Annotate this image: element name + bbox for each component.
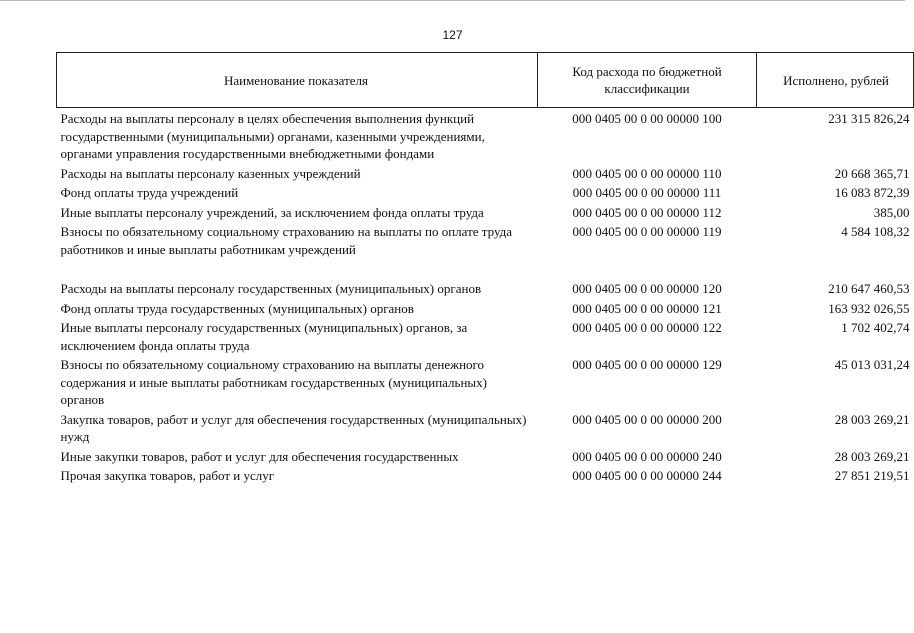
table-row [57, 221, 914, 278]
header-code: Код расхода по бюджетной классификации [538, 53, 757, 108]
row-amount: 210 647 460,53 [828, 281, 910, 296]
table-row [57, 446, 914, 466]
row-amount: 1 702 402,74 [841, 320, 910, 335]
row-amount: 163 932 026,55 [828, 300, 910, 316]
row-amount: 385,00 [873, 204, 910, 220]
row-name: Взносы по обязательному социальному страхованию на выплаты денежного содержания и иные выплаты работникам государственных (муниципальных) органов [60, 357, 487, 407]
top-rule [0, 0, 905, 1]
row-name: Иные выплаты персоналу государственных (муниципальных) органов, за исключением фонда оплаты труда [60, 320, 468, 353]
table-row [57, 354, 914, 409]
row-amount: 16 083 872,39 [834, 185, 910, 200]
table-row [57, 202, 914, 222]
row-code: 000 0405 00 0 00 00000 240 [572, 448, 722, 464]
row-code: 000 0405 00 0 00 00000 244 [572, 468, 722, 483]
row-code: 000 0405 00 0 00 00000 110 [572, 165, 722, 181]
table-row [57, 108, 914, 163]
row-name: Иные закупки товаров, работ и услуг для обеспечения государственных [60, 448, 459, 464]
table-header [57, 53, 914, 108]
row-name: Закупка товаров, работ и услуг для обеспечения государственных (муниципальных) нужд [60, 411, 527, 444]
header-row [57, 53, 914, 108]
table-row [57, 465, 914, 485]
row-amount: 45 013 031,24 [834, 357, 910, 372]
row-code: 000 0405 00 0 00 00000 121 [572, 300, 722, 316]
row-name: Расходы на выплаты персоналу в целях обеспечения выполнения функций государственными (муниципальными) органами, казенными учреждениями, органами управления государственными внебюджетными фондами [60, 111, 485, 161]
row-amount: 4 584 108,32 [841, 224, 910, 239]
header-name: Наименование показателя [57, 53, 538, 108]
row-name: Фонд оплаты труда учреждений [60, 185, 239, 200]
row-code: 000 0405 00 0 00 00000 112 [572, 204, 722, 220]
table-row [57, 409, 914, 446]
row-name: Фонд оплаты труда государственных (муниципальных) органов [60, 300, 414, 316]
row-amount: 20 668 365,71 [834, 165, 910, 181]
row-amount: 28 003 269,21 [834, 411, 910, 427]
row-code: 000 0405 00 0 00 00000 129 [572, 357, 722, 372]
table-row [57, 182, 914, 202]
row-code: 000 0405 00 0 00 00000 120 [572, 281, 722, 296]
header-amount: Исполнено, рублей [757, 53, 914, 108]
table-row [57, 298, 914, 318]
budget-table [56, 52, 914, 485]
row-name: Иные выплаты персоналу учреждений, за исключением фонда оплаты труда [60, 204, 484, 220]
page-number: 127 [442, 28, 463, 42]
table-row [57, 278, 914, 298]
row-code: 000 0405 00 0 00 00000 119 [572, 224, 722, 239]
row-code: 000 0405 00 0 00 00000 100 [572, 111, 722, 126]
row-amount: 231 315 826,24 [828, 111, 910, 126]
table-row [57, 317, 914, 354]
row-name: Расходы на выплаты персоналу государственных (муниципальных) органов [60, 281, 482, 296]
table-row [57, 163, 914, 183]
row-amount: 27 851 219,51 [834, 468, 910, 483]
row-name: Расходы на выплаты персоналу казенных учреждений [60, 165, 361, 181]
row-name: Прочая закупка товаров, работ и услуг [60, 468, 275, 483]
row-code: 000 0405 00 0 00 00000 122 [572, 320, 722, 335]
row-name: Взносы по обязательному социальному страхованию на выплаты по оплате труда работников и иные выплаты работникам учреждений [60, 224, 513, 257]
row-code: 000 0405 00 0 00 00000 111 [572, 185, 722, 200]
row-amount: 28 003 269,21 [834, 448, 910, 464]
row-code: 000 0405 00 0 00 00000 200 [572, 411, 722, 427]
table-body [57, 108, 914, 485]
